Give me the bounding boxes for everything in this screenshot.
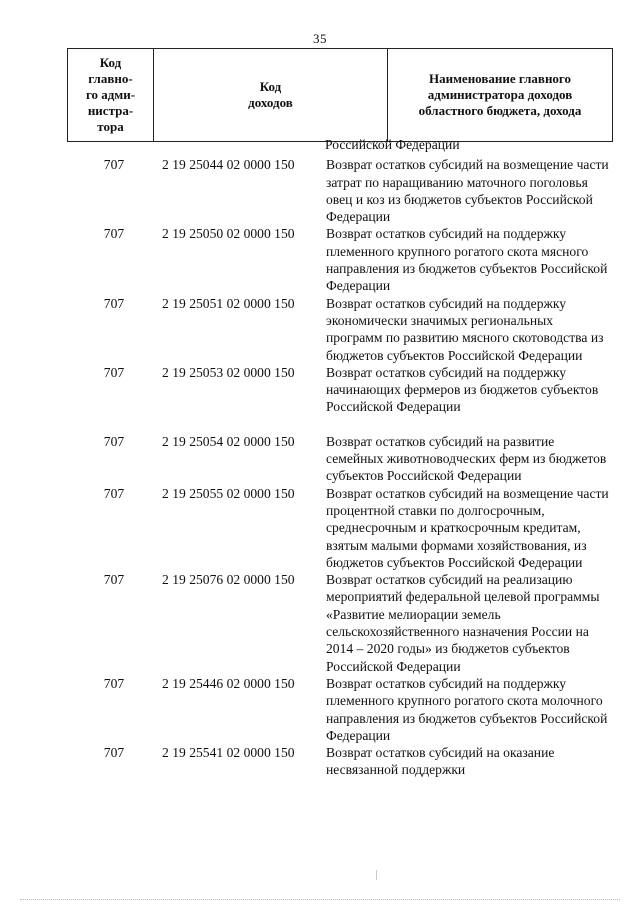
income-code-cell: 2 19 25055 02 0000 150 <box>162 485 295 501</box>
income-code-cell: 2 19 25050 02 0000 150 <box>162 226 295 242</box>
income-code-cell: 2 19 25044 02 0000 150 <box>162 157 295 173</box>
header-admin-code: Код главно- го адми- нистра- тора <box>67 49 154 141</box>
table-row <box>67 675 613 744</box>
name-cell: Возврат остатков субсидий на возмещение части затрат по наращиванию маточного поголовья овец и коз из бюджетов субъектов Российской Федерации <box>326 157 609 225</box>
table-body <box>67 136 613 779</box>
row-spacer <box>67 416 613 433</box>
name-cell: Возврат остатков субсидий на поддержку экономически значимых региональных программ по развитию мясного скотоводства из бюджетов субъектов Российской Федерации <box>326 295 604 363</box>
scan-dotted-line <box>20 899 620 900</box>
income-code-cell: 2 19 25446 02 0000 150 <box>162 675 295 691</box>
table-row <box>67 225 613 294</box>
income-code-cell: 2 19 25076 02 0000 150 <box>162 572 295 588</box>
name-cell: Возврат остатков субсидий на развитие семейных животноводческих ферм из бюджетов субъектов Российской Федерации <box>326 433 607 484</box>
admin-code-cell: 707 <box>103 226 125 242</box>
admin-code-cell: 707 <box>103 675 125 691</box>
table-row <box>67 364 613 416</box>
table-header <box>67 48 613 142</box>
table-row <box>67 571 613 675</box>
table-row <box>67 295 613 364</box>
name-cell: Возврат остатков субсидий на поддержку племенного крупного рогатого скота молочного направления из бюджетов субъектов Российской Федерации <box>326 675 608 743</box>
name-cell: Возврат остатков субсидий на поддержку начинающих фермеров из бюджетов субъектов Российской Федерации <box>326 364 599 415</box>
scan-footer <box>0 891 640 905</box>
scan-mark <box>376 870 377 880</box>
name-cell: Возврат остатков субсидий на возмещение части процентной ставки по долгосрочным, среднесрочным и краткосрочным кредитам, взятым малыми формами хозяйствования, из бюджетов субъектов Российской Федерации <box>326 485 609 570</box>
income-code-cell: 2 19 25051 02 0000 150 <box>162 295 295 311</box>
admin-code-cell: 707 <box>103 485 125 501</box>
table-row <box>67 485 613 571</box>
admin-code-cell: 707 <box>103 572 125 588</box>
continuation-text: Российской Федерации <box>325 137 460 152</box>
admin-code-cell: 707 <box>103 745 125 761</box>
header-name: Наименование главного администратора доходов областного бюджета, дохода <box>388 49 613 141</box>
income-code-cell: 2 19 25541 02 0000 150 <box>162 745 295 761</box>
admin-code-cell: 707 <box>103 433 125 449</box>
income-code-cell: 2 19 25054 02 0000 150 <box>162 433 295 449</box>
table-row <box>67 156 613 225</box>
admin-code-cell: 707 <box>103 157 125 173</box>
name-cell: Возврат остатков субсидий на реализацию мероприятий федеральной целевой программы «Развитие мелиорации земель сельскохозяйственного назначения России на 2014 – 2020 годы» из бюджетов субъектов Российской Федерации <box>326 572 600 674</box>
table-row <box>67 744 613 779</box>
table-row <box>67 433 613 485</box>
admin-code-cell: 707 <box>103 295 125 311</box>
admin-code-cell: 707 <box>103 364 125 380</box>
header-income-code: Код доходов <box>154 49 388 141</box>
page-number: 35 <box>313 31 327 46</box>
name-cell: Возврат остатков субсидий на оказание несвязанной поддержки <box>326 745 555 778</box>
income-code-cell: 2 19 25053 02 0000 150 <box>162 364 295 380</box>
name-cell: Возврат остатков субсидий на поддержку племенного крупного рогатого скота мясного направления из бюджетов субъектов Российской Федерации <box>326 226 608 294</box>
